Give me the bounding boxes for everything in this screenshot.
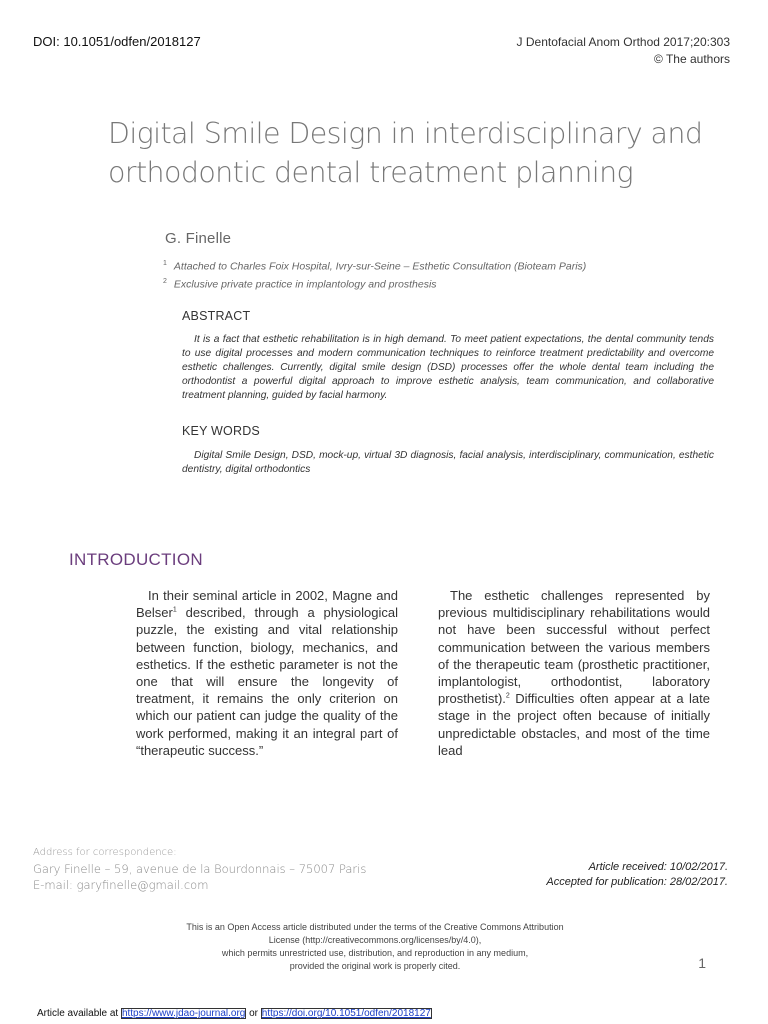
availability-prefix: Article available at (37, 1008, 119, 1019)
doi-link[interactable]: https://doi.org/10.1051/odfen/2018127 (261, 1008, 431, 1019)
affiliation-text: Attached to Charles Foix Hospital, Ivry-sur-Seine – Esthetic Consultation (Bioteam Paris) (173, 260, 587, 273)
license-line: This is an Open Access article distributed under the terms of the Creative Commons Attribution (186, 922, 564, 932)
page-number: 1 (698, 955, 706, 971)
affiliation-2 (163, 278, 437, 291)
body-text: described, through a physiological puzzle, the existing and vital relationship between function, biology, mechanics, and esthetics. If the esthetic parameter is not the one that will ensure the longevity of treatment, it remains the only criterion on which our patient can judge the quality of the work performed, making it an integral part of “therapeutic success.” (136, 605, 398, 758)
correspondence-block (33, 845, 366, 893)
article-title: Digital Smile Design in interdisciplinary and orthodontic dental treatment planning (108, 117, 703, 189)
correspondence-address: Gary Finelle – 59, avenue de la Bourdonnais – 75007 Paris (33, 862, 367, 876)
abstract-text: It is a fact that esthetic rehabilitation is in high demand. To meet patient expectations, the dental community tends to use digital processes and modern communication techniques to reinforce treatment predictability and overcome esthetic challenges. Currently, digital smile design (DSD) processes offer the whole dental team including the orthodontist a powerful digital approach to improve esthetic analysis, team communication, and collaborative treatment planning, guided by facial harmony. (182, 334, 714, 401)
body-text: Difficulties often appear at a late stage in the project often because of initially unpredictable obstacles, and most of the time lead (438, 691, 710, 758)
body-text: The esthetic challenges represented by previous multidisciplinary rehabilitations would not have been successful without perfect communication between the various members of the therapeutic team (prosthetic practitioner, implantologist, orthodontist, laboratory prosthetist). (438, 588, 710, 707)
abstract-heading: ABSTRACT (182, 309, 251, 323)
reference-superscript: 2 (505, 692, 510, 700)
journal-reference: J Dentofacial Anom Orthod 2017;20:303 (516, 35, 730, 49)
correspondence-email: E-mail: garyfinelle@gmail.com (33, 878, 209, 892)
author-name: G. Finelle (165, 230, 232, 247)
or-separator: or (246, 1008, 261, 1019)
availability-line (37, 1008, 432, 1019)
license-line: which permits unrestricted use, distribution, and reproduction in any medium, (221, 948, 529, 958)
keywords-text: Digital Smile Design, DSD, mock-up, virtual 3D diagnosis, facial analysis, interdisciplinary, communication, esthetic dentistry, digital orthodontics (182, 450, 714, 475)
received-date: Article received: 10/02/2017. (588, 861, 728, 873)
accepted-date: Accepted for publication: 28/02/2017. (546, 876, 728, 888)
journal-citation (517, 34, 730, 68)
license-line: License (http://creativecommons.org/licenses/by/4.0), (268, 935, 482, 945)
journal-website-link[interactable]: https://www.jdao-journal.org (121, 1008, 246, 1019)
doi-label: DOI: 10.1051/odfen/2018127 (33, 34, 201, 49)
affiliation-number: 2 (163, 278, 167, 285)
body-column-right (438, 587, 710, 759)
license-line: provided the original work is properly cited. (289, 961, 461, 971)
body-text: In their seminal article in 2002, Magne and Belser (136, 588, 398, 621)
introduction-heading: INTRODUCTION (69, 550, 203, 569)
article-dates (546, 860, 728, 890)
reference-superscript: 1 (172, 606, 177, 614)
license-notice (100, 921, 650, 973)
affiliation-number: 1 (163, 260, 167, 267)
affiliation-text: Exclusive private practice in implantology and prosthesis (173, 278, 437, 291)
copyright-notice: © The authors (654, 52, 730, 66)
affiliation-1 (163, 260, 586, 273)
body-column-left (136, 587, 398, 759)
correspondence-label: Address for correspondence: (33, 847, 177, 858)
keywords-heading: KEY WORDS (182, 424, 260, 438)
